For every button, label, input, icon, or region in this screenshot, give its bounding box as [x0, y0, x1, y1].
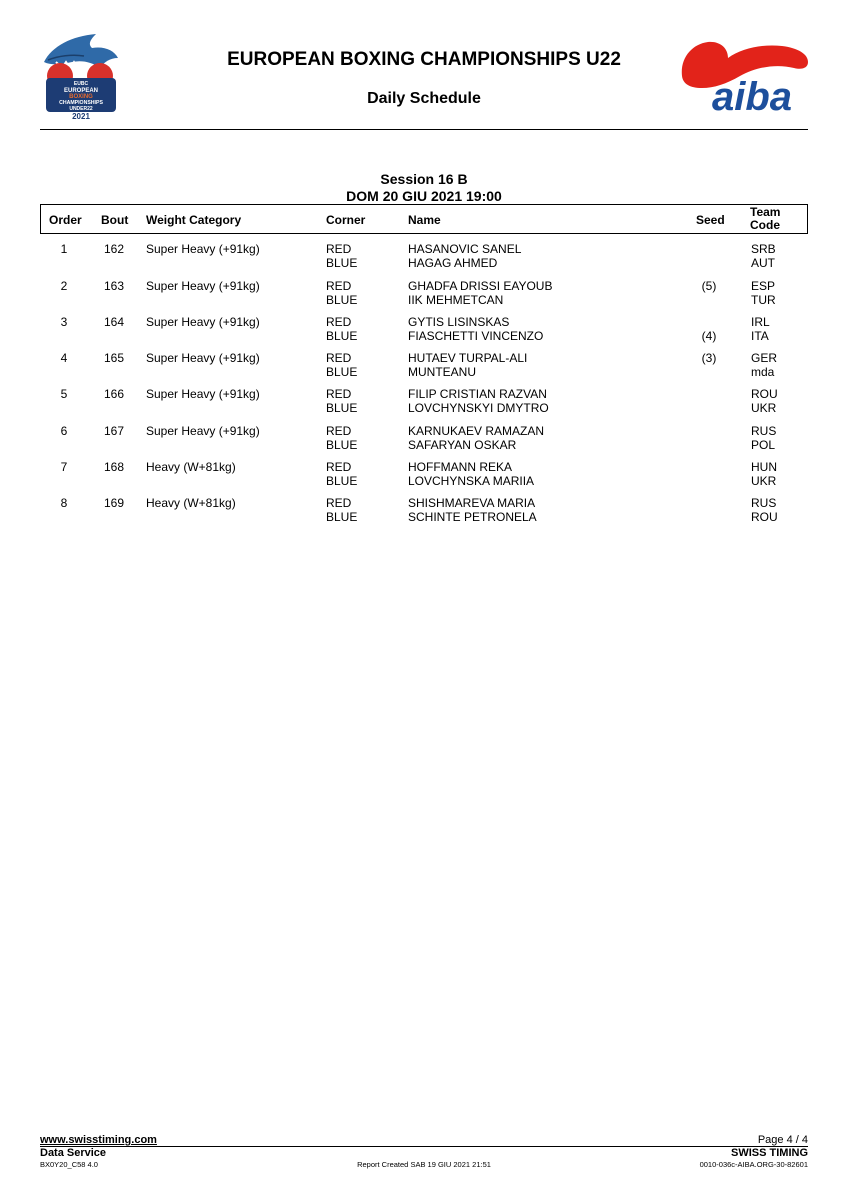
row-blue-corner: BLUE [326, 256, 358, 270]
col-seed: Seed [696, 213, 725, 227]
left-logo-line2: EUROPEAN [63, 88, 99, 94]
left-logo-line3: BOXING [69, 94, 93, 100]
row-order: 8 [60, 496, 68, 510]
row-blue-name: FIASCHETTI VINCENZO [408, 329, 544, 343]
row-blue-corner: BLUE [326, 510, 358, 524]
row-order: 7 [60, 460, 68, 474]
row-blue-name: LOVCHYNSKYI DMYTRO [408, 401, 549, 415]
row-red-corner: RED [326, 460, 352, 474]
row-red-name: FILIP CRISTIAN RAZVAN [408, 387, 547, 401]
row-blue-team: UKR [751, 474, 777, 488]
header-divider [40, 129, 808, 130]
row-blue-team: mda [751, 365, 775, 379]
col-team-line2: Code [750, 218, 780, 232]
row-blue-corner: BLUE [326, 293, 358, 307]
row-order: 2 [60, 279, 68, 293]
page-title: EUROPEAN BOXING CHAMPIONSHIPS U22 [227, 49, 621, 70]
row-weight-category: Super Heavy (+91kg) [146, 351, 260, 365]
left-logo-line1: EUBC [73, 81, 89, 87]
row-red-team: SRB [751, 242, 776, 256]
row-red-name: GHADFA DRISSI EAYOUB [408, 279, 553, 293]
row-order: 1 [60, 242, 68, 256]
reference-code: 0010-036c-AIBA.ORG-30-82601 [699, 1160, 808, 1169]
page-subtitle: Daily Schedule [367, 90, 481, 107]
row-red-name: GYTIS LISINSKAS [408, 315, 510, 329]
row-red-corner: RED [326, 279, 352, 293]
row-blue-corner: BLUE [326, 329, 358, 343]
row-red-name: SHISHMAREVA MARIA [408, 496, 536, 510]
row-blue-name: SCHINTE PETRONELA [408, 510, 537, 524]
page-number: Page 4 / 4 [757, 1134, 808, 1146]
row-bout: 167 [104, 424, 125, 438]
aiba-logo-text: aiba [711, 75, 793, 114]
row-weight-category: Heavy (W+81kg) [146, 460, 236, 474]
row-order: 6 [60, 424, 68, 438]
row-bout: 168 [104, 460, 125, 474]
left-logo-line4: CHAMPIONSHIPS [59, 100, 103, 106]
col-team-line1: Team [750, 205, 781, 219]
row-weight-category: Super Heavy (+91kg) [146, 387, 260, 401]
row-blue-team: TUR [751, 293, 776, 307]
row-red-name: KARNUKAEV RAMAZAN [408, 424, 545, 438]
row-red-seed: (5) [701, 279, 717, 293]
col-team-code [750, 206, 780, 232]
row-blue-team: AUT [751, 256, 775, 270]
row-red-team: RUS [751, 424, 777, 438]
row-order: 5 [60, 387, 68, 401]
row-blue-corner: BLUE [326, 365, 358, 379]
swiss-timing-brand: SWISS TIMING [731, 1147, 808, 1159]
row-red-corner: RED [326, 315, 352, 329]
row-red-corner: RED [326, 424, 352, 438]
row-weight-category: Super Heavy (+91kg) [146, 315, 260, 329]
row-blue-name: SAFARYAN OSKAR [408, 438, 517, 452]
document-code: BX0Y20_C58 4.0 [40, 1160, 98, 1169]
row-weight-category: Super Heavy (+91kg) [146, 424, 260, 438]
row-bout: 163 [104, 279, 125, 293]
footer-divider [40, 1146, 808, 1147]
row-red-corner: RED [326, 387, 352, 401]
row-red-seed: (3) [701, 351, 717, 365]
col-corner: Corner [326, 213, 366, 227]
website-link[interactable]: www.swisstiming.com [40, 1134, 157, 1146]
row-red-name: HASANOVIC SANEL [408, 242, 522, 256]
row-blue-team: ROU [751, 510, 778, 524]
row-red-team: IRL [751, 315, 770, 329]
row-blue-team: UKR [751, 401, 777, 415]
row-bout: 162 [104, 242, 125, 256]
col-name: Name [408, 213, 441, 227]
row-blue-corner: BLUE [326, 438, 358, 452]
col-order: Order [49, 213, 82, 227]
report-created: Report Created SAB 19 GIU 2021 21:51 [357, 1160, 491, 1169]
row-blue-name: HAGAG AHMED [408, 256, 498, 270]
col-bout: Bout [101, 213, 129, 227]
row-red-corner: RED [326, 242, 352, 256]
data-service-label: Data Service [40, 1147, 107, 1159]
row-order: 4 [60, 351, 68, 365]
col-weight-category: Weight Category [146, 213, 242, 227]
row-weight-category: Super Heavy (+91kg) [146, 242, 260, 256]
row-red-team: ESP [751, 279, 776, 293]
eubc-shark-logo-icon [38, 32, 122, 122]
row-weight-category: Super Heavy (+91kg) [146, 279, 260, 293]
left-logo-line5: UNDER22 [69, 106, 93, 112]
row-blue-name: IIK MEHMETCAN [408, 293, 504, 307]
row-red-corner: RED [326, 496, 352, 510]
row-blue-name: LOVCHYNSKA MARIIA [408, 474, 535, 488]
row-bout: 166 [104, 387, 125, 401]
row-blue-corner: BLUE [326, 401, 358, 415]
row-red-name: HUTAEV TURPAL-ALI [408, 351, 528, 365]
row-blue-team: ITA [751, 329, 769, 343]
row-red-team: GER [751, 351, 778, 365]
row-blue-corner: BLUE [326, 474, 358, 488]
session-title: Session 16 B [380, 171, 468, 187]
table-header [40, 204, 808, 234]
session-datetime: DOM 20 GIU 2021 19:00 [346, 188, 502, 204]
row-blue-seed: (4) [701, 329, 717, 343]
left-logo-year: 2021 [72, 112, 90, 121]
row-bout: 165 [104, 351, 125, 365]
row-order: 3 [60, 315, 68, 329]
row-bout: 169 [104, 496, 125, 510]
row-weight-category: Heavy (W+81kg) [146, 496, 236, 510]
row-blue-name: MUNTEANU [408, 365, 476, 379]
row-red-team: ROU [751, 387, 778, 401]
row-red-team: RUS [751, 496, 777, 510]
row-bout: 164 [104, 315, 125, 329]
row-red-corner: RED [326, 351, 352, 365]
row-blue-team: POL [751, 438, 776, 452]
row-red-team: HUN [751, 460, 777, 474]
row-red-name: HOFFMANN REKA [408, 460, 513, 474]
